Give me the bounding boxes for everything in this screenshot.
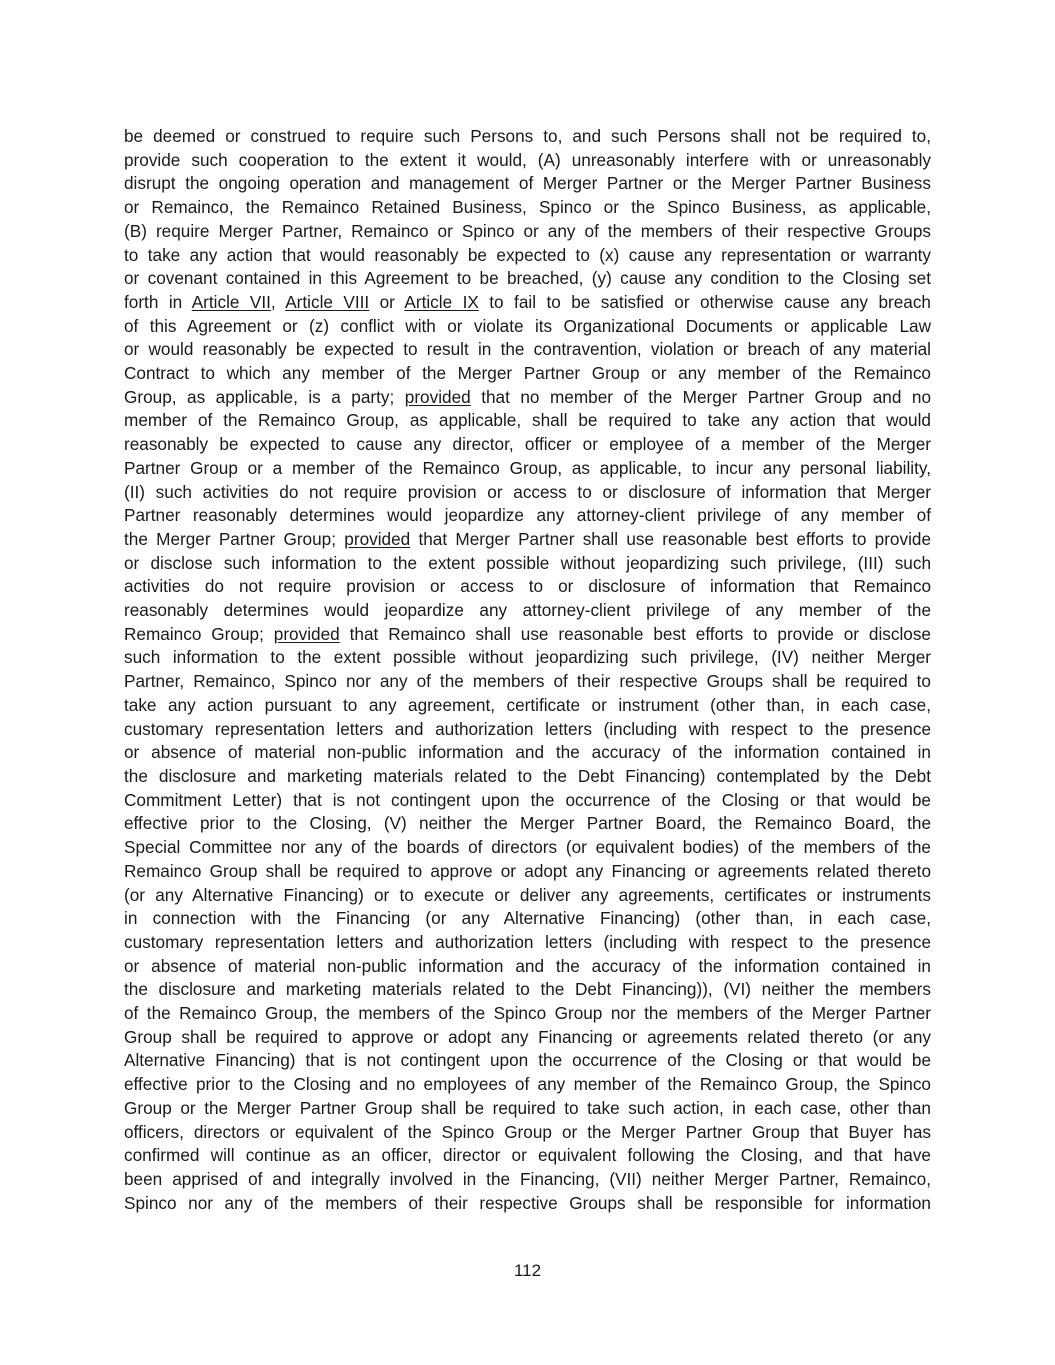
text-line: reasonably be expected to cause any director, officer or employee of a member of the Merger: [124, 434, 931, 455]
text-line: or would reasonably be expected to result in the contravention, violation or breach of any material: [124, 339, 931, 360]
text-segment: that Merger Partner shall use reasonable best efforts to provide: [410, 528, 932, 549]
text-line: effective prior to the Closing, (V) neither the Merger Partner Board, the Remainco Board, the: [124, 813, 931, 834]
provided-term: provided: [273, 623, 340, 644]
text-line: Contract to which any member of the Merger Partner Group or any member of the Remainco: [124, 363, 931, 384]
text-line: or absence of material non-public information and the accuracy of the information contained in: [124, 955, 931, 976]
text-segment: or: [369, 291, 405, 312]
text-line: of this Agreement or (z) conflict with or violate its Organizational Documents or applicable Law: [124, 315, 931, 336]
text-line: customary representation letters and authorization letters (including with respect to the presence: [124, 931, 931, 952]
text-line-proviso: [124, 623, 931, 647]
text-line: (B) require Merger Partner, Remainco or Spinco or any of the members of their respective Groups: [124, 220, 931, 241]
text-line: take any action pursuant to any agreement, certificate or instrument (other than, in each case,: [124, 694, 931, 715]
text-line: officers, directors or equivalent of the Spinco Group or the Merger Partner Group that Buyer has: [124, 1121, 931, 1142]
text-line: customary representation letters and authorization letters (including with respect to the presence: [124, 718, 931, 739]
text-line: Partner, Remainco, Spinco nor any of the members of their respective Groups shall be required to: [124, 671, 931, 692]
text-line: or absence of material non-public information and the accuracy of the information contained in: [124, 742, 931, 763]
article-vii-reference: Article VII: [191, 291, 271, 312]
text-line: (or any Alternative Financing) or to execute or deliver any agreements, certificates or instruments: [124, 884, 931, 905]
text-line: (II) such activities do not require provision or access to or disclosure of information that Merger: [124, 481, 931, 502]
text-line: such information to the extent possible without jeopardizing such privilege, (IV) neither Merger: [124, 647, 931, 668]
text-line-proviso: [124, 386, 931, 410]
text-line: activities do not require provision or access to or disclosure of information that Remainco: [124, 576, 931, 597]
text-line: confirmed will continue as an officer, director or equivalent following the Closing, and that have: [124, 1145, 931, 1166]
text-line: Commitment Letter) that is not contingent upon the occurrence of the Closing or that would be: [124, 789, 931, 810]
text-line: or Remainco, the Remainco Retained Business, Spinco or the Spinco Business, as applicable,: [124, 197, 931, 218]
text-line-article-refs: [124, 291, 931, 315]
text-line: Alternative Financing) that is not contingent upon the occurrence of the Closing or that would be: [124, 1050, 931, 1071]
text-line: or covenant contained in this Agreement to be breached, (y) cause any condition to the Closing set: [124, 268, 931, 289]
text-line: member of the Remainco Group, as applicable, shall be required to take any action that would: [124, 410, 931, 431]
text-segment: that Remainco shall use reasonable best efforts to provide or disclose: [339, 623, 931, 644]
text-line: the disclosure and marketing materials related to the Debt Financing) contemplated by the Debt: [124, 765, 931, 786]
text-segment: Group, as applicable, is a party;: [124, 386, 405, 407]
text-line-proviso: [124, 528, 931, 552]
body-paragraph: [124, 125, 931, 1215]
text-line: to take any action that would reasonably be expected to (x) cause any representation or warranty: [124, 244, 931, 265]
text-line: disrupt the ongoing operation and management of Merger Partner or the Merger Partner Business: [124, 173, 931, 194]
text-line: the disclosure and marketing materials related to the Debt Financing)), (VI) neither the members: [124, 979, 931, 1000]
text-line: effective prior to the Closing and no employees of any member of the Remainco Group, the Spinco: [124, 1074, 931, 1095]
text-line: Partner Group or a member of the Remainco Group, as applicable, to incur any personal liability,: [124, 457, 931, 478]
text-line: reasonably determines would jeopardize any attorney-client privilege of any member of the: [124, 600, 931, 621]
text-line: be deemed or construed to require such Persons to, and such Persons shall not be required to,: [124, 126, 931, 146]
text-line: of the Remainco Group, the members of the Spinco Group nor the members of the Merger Partner: [124, 1003, 931, 1024]
text-line: been apprised of and integrally involved in the Financing, (VII) neither Merger Partner, Remainco,: [124, 1168, 931, 1189]
text-line: Group or the Merger Partner Group shall be required to take such action, in each case, other than: [124, 1097, 931, 1118]
text-segment: the Merger Partner Group;: [124, 528, 345, 549]
text-segment: ,: [270, 291, 286, 312]
article-ix-reference: Article IX: [404, 291, 479, 312]
provided-term: provided: [344, 528, 411, 549]
text-segment: Remainco Group;: [124, 623, 274, 644]
article-viii-reference: Article VIII: [285, 291, 370, 312]
text-line: provide such cooperation to the extent it would, (A) unreasonably interfere with or unreasonably: [124, 149, 931, 170]
text-line: in connection with the Financing (or any Alternative Financing) (other than, in each case,: [124, 908, 931, 929]
text-line: Remainco Group shall be required to approve or adopt any Financing or agreements related thereto: [124, 860, 931, 881]
page-number: 112: [513, 1261, 542, 1280]
provided-term: provided: [404, 386, 471, 407]
text-segment: to fail to be satisfied or otherwise cause any breach: [478, 291, 931, 312]
text-line: or disclose such information to the extent possible without jeopardizing such privilege, (III) such: [124, 552, 931, 573]
text-segment: that no member of the Merger Partner Group and no: [470, 386, 931, 407]
text-line: Group shall be required to approve or adopt any Financing or agreements related thereto (or any: [124, 1026, 931, 1047]
text-line: Partner reasonably determines would jeopardize any attorney-client privilege of any member of: [124, 505, 931, 526]
text-line: Special Committee nor any of the boards of directors (or equivalent bodies) of the members of the: [124, 837, 931, 858]
text-line: Spinco nor any of the members of their respective Groups shall be responsible for information: [124, 1192, 931, 1213]
text-segment: forth in: [124, 291, 192, 312]
